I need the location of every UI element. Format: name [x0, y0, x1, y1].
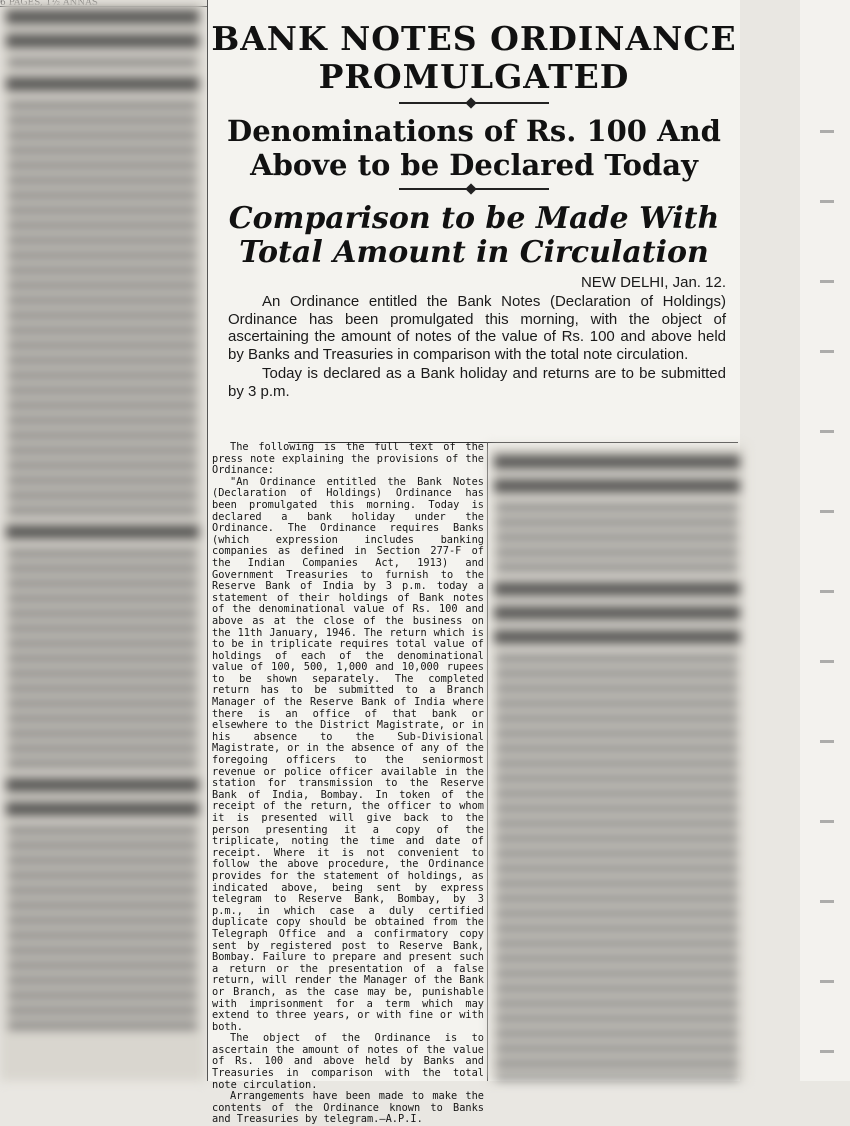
headline-sub-line-2: Above to be Declared Today	[250, 148, 698, 182]
blurred-right-column	[488, 445, 746, 1081]
body-paragraph: "An Ordinance entitled the Bank Notes (Declaration of Holdings) Ordinance has been promulgated this morning. Today is declared a bank holiday under the Ordinance. The Ordinance requires Banks (which expression includes banking companies as defined in Section 277-F of the Indian Companies Act, 1913) and Government Treasuries to furnish to the Reserve Bank of India by 3 p.m. today a statement of their holdings of Bank notes of the denominational value of Rs. 100 and above as at the close of the business on the 11th January, 1946. The return which is to be in triplicate requires total value of holdings of each of the denominational value of 100, 500, 1,000 and 10,000 rupees to be shown separately. The completed return has to be submitted to a Branch Manager of the Reserve Bank of India where there is an office of that bank or elsewhere to the District Magistrate, or in his absence to the Sub-Divisional Magistrate, or in the absence of any of the foregoing officers to the seniormost revenue or police officer available in the station for transmission to the Reserve Bank of India, Bombay. In token of the receipt of the return, the officer to whom it is presented will give back to the person presenting it a copy of the triplicate, noting the time and date of receipt. Where it is not convenient to follow the above procedure, the Ordinance provides for the statement of holdings, as indicated above, being sent by express telegram to Reserve Bank, Bombay, by 3 p.m., in which case a duly certified duplicate copy should be obtained from the Telegraph Office and a confirmatory copy sent by registered post to Reserve Bank, Bombay. Failure to prepare and present such a return or the presentation of a false return, will render the Manager of the Bank or Branch, as the case may be, punishable with imprisonment for a term which may extend to three years, or with fine or with both.	[212, 475, 484, 1033]
page-edge-margin	[800, 0, 850, 1081]
body-paragraph: The object of the Ordinance is to ascertain the amount of notes of the value of Rs. 100 and above held by Banks and Treasuries in comparison with the total note circulation.	[212, 1032, 484, 1091]
blurred-left-column	[0, 0, 205, 1081]
headline-main-line-2: PROMULGATED	[318, 57, 630, 96]
body-column	[212, 442, 484, 1126]
headline-deck	[208, 196, 740, 270]
dateline: NEW DELHI, Jan. 12.	[580, 274, 726, 291]
ornamental-divider	[399, 188, 549, 190]
headline-main	[208, 0, 740, 96]
headline-main-line-1: BANK NOTES ORDINANCE	[211, 19, 737, 58]
body-paragraph: Arrangements have been made to make the contents of the Ordinance known to Banks and Treasuries by telegram.—A.P.I.	[212, 1090, 484, 1126]
ornamental-divider	[399, 102, 549, 104]
body-paragraph: The following is the full text of the press note explaining the provisions of the Ordinance:	[212, 441, 484, 477]
headline-sub-line-1: Denominations of Rs. 100 And	[227, 114, 721, 148]
lead-paragraph: Today is declared as a Bank holiday and returns are to be submitted by 3 p.m.	[228, 365, 726, 400]
lead-paragraph: An Ordinance entitled the Bank Notes (Declaration of Holdings) Ordinance has been promulgated this morning, with the object of ascertaining the amount of notes of the value of Rs. 100 and above held by Banks and Treasuries in comparison with the total note circulation.	[228, 293, 726, 363]
headline-deck-line-2: Total Amount in Circulation	[239, 235, 709, 270]
headline-sub	[208, 110, 740, 182]
headline-deck-line-1: Comparison to be Made With	[228, 201, 720, 236]
